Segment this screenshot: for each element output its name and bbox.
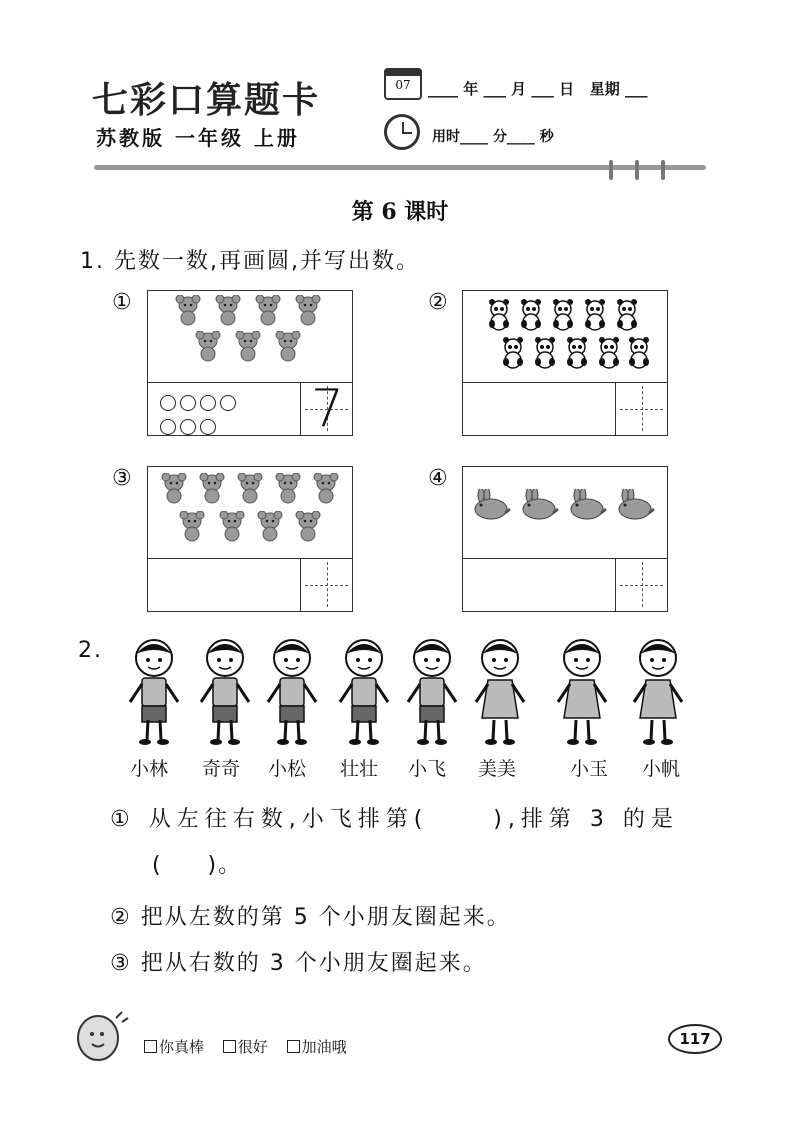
panda-icon bbox=[613, 299, 641, 329]
kid-name: 小松 bbox=[268, 758, 307, 780]
kid-figure[interactable] bbox=[470, 636, 530, 748]
q1-item-marker: ② bbox=[428, 290, 448, 315]
panda-icon bbox=[625, 337, 653, 367]
mouse-icon bbox=[294, 295, 322, 325]
mouse-icon bbox=[214, 295, 242, 325]
lesson-title: 第 6 课时 bbox=[351, 199, 449, 225]
mouse-icon bbox=[234, 331, 262, 361]
mouse-icon bbox=[194, 331, 222, 361]
rabbit-icon bbox=[615, 489, 643, 519]
divider-peg bbox=[609, 160, 613, 180]
q1-item-marker: ④ bbox=[428, 466, 448, 491]
kid-figure[interactable] bbox=[552, 636, 612, 748]
kid-name: 壮壮 bbox=[340, 758, 379, 780]
panda-icon bbox=[499, 337, 527, 367]
counting-box-rabbits bbox=[462, 466, 668, 612]
cat-icon bbox=[312, 473, 340, 503]
cat-icon bbox=[178, 511, 206, 541]
drawn-circles bbox=[158, 393, 248, 441]
kid-name: 小玉 bbox=[570, 758, 609, 780]
time-used-field[interactable]: 用时____ 分____ 秒 bbox=[432, 129, 554, 145]
kid-figure[interactable] bbox=[262, 636, 322, 748]
kid-name: 小帆 bbox=[642, 758, 681, 780]
divider-peg bbox=[635, 160, 639, 180]
date-field[interactable]: ____ 年 ___ 月 ___ 日 星期 ___ bbox=[428, 80, 648, 98]
panda-icon bbox=[581, 299, 609, 329]
answer-grid[interactable] bbox=[615, 558, 667, 611]
written-answer: 7 bbox=[310, 379, 344, 439]
kid-figure[interactable] bbox=[124, 636, 184, 748]
kid-name: 小林 bbox=[130, 758, 169, 780]
q2-sub1: ① 从左往右数,小飞排第( ),排第 3 的是 bbox=[110, 807, 679, 832]
checkbox-icon[interactable] bbox=[287, 1040, 300, 1053]
panda-icon bbox=[531, 337, 559, 367]
brand-logo: 七彩口算题卡 bbox=[92, 79, 321, 121]
kid-figure[interactable] bbox=[195, 636, 255, 748]
kid-name: 小飞 bbox=[408, 758, 447, 780]
clock-icon bbox=[384, 114, 420, 150]
mascot-icon bbox=[68, 1004, 132, 1066]
animal-picture-area bbox=[463, 467, 667, 559]
animal-picture-area bbox=[148, 467, 352, 559]
mouse-icon bbox=[254, 295, 282, 325]
cat-icon bbox=[236, 473, 264, 503]
q2-sub1-cont: ( )。 bbox=[152, 853, 243, 878]
panda-icon bbox=[517, 299, 545, 329]
checkbox-icon[interactable] bbox=[223, 1040, 236, 1053]
kid-name: 奇奇 bbox=[202, 758, 241, 780]
panda-icon bbox=[595, 337, 623, 367]
counting-box-pandas bbox=[462, 290, 668, 436]
kid-figure[interactable] bbox=[334, 636, 394, 748]
edition-label: 苏教版 一年级 上册 bbox=[96, 126, 300, 150]
q2-sub2: ② 把从左数的第 5 个小朋友圈起来。 bbox=[110, 905, 511, 930]
cat-icon bbox=[160, 473, 188, 503]
feedback-good[interactable]: 很好 bbox=[223, 1036, 268, 1057]
cat-icon bbox=[274, 473, 302, 503]
header-divider bbox=[94, 165, 706, 170]
q2-sub3: ③ 把从右数的 3 个小朋友圈起来。 bbox=[110, 951, 487, 976]
panda-icon bbox=[563, 337, 591, 367]
calendar-icon: 07 bbox=[384, 68, 422, 100]
animal-picture-area bbox=[148, 291, 352, 383]
q1-item-marker: ③ bbox=[112, 466, 132, 491]
counting-box-mice bbox=[147, 290, 353, 439]
kid-figure[interactable] bbox=[402, 636, 462, 748]
cat-icon bbox=[198, 473, 226, 503]
feedback-try-harder[interactable]: 加油哦 bbox=[287, 1036, 347, 1057]
rabbit-icon bbox=[471, 489, 499, 519]
rabbit-icon bbox=[519, 489, 547, 519]
answer-grid[interactable] bbox=[615, 382, 667, 435]
page-number: 117 bbox=[668, 1024, 722, 1054]
mouse-icon bbox=[274, 331, 302, 361]
feedback-excellent[interactable]: 你真棒 bbox=[144, 1036, 204, 1057]
cat-icon bbox=[218, 511, 246, 541]
rabbit-icon bbox=[567, 489, 595, 519]
q1-prompt: 1. 先数一数,再画圆,并写出数。 bbox=[80, 249, 420, 274]
answer-grid[interactable] bbox=[300, 558, 352, 611]
panda-icon bbox=[549, 299, 577, 329]
counting-box-cats bbox=[147, 466, 353, 612]
animal-picture-area bbox=[463, 291, 667, 383]
mouse-icon bbox=[174, 295, 202, 325]
checkbox-icon[interactable] bbox=[144, 1040, 157, 1053]
divider-peg bbox=[661, 160, 665, 180]
q2-number: 2. bbox=[78, 638, 103, 663]
feedback-options bbox=[144, 1036, 361, 1057]
kid-name: 美美 bbox=[478, 758, 517, 780]
q1-item-marker: ① bbox=[112, 290, 132, 315]
cat-icon bbox=[294, 511, 322, 541]
panda-icon bbox=[485, 299, 513, 329]
kid-figure[interactable] bbox=[628, 636, 688, 748]
cat-icon bbox=[256, 511, 284, 541]
